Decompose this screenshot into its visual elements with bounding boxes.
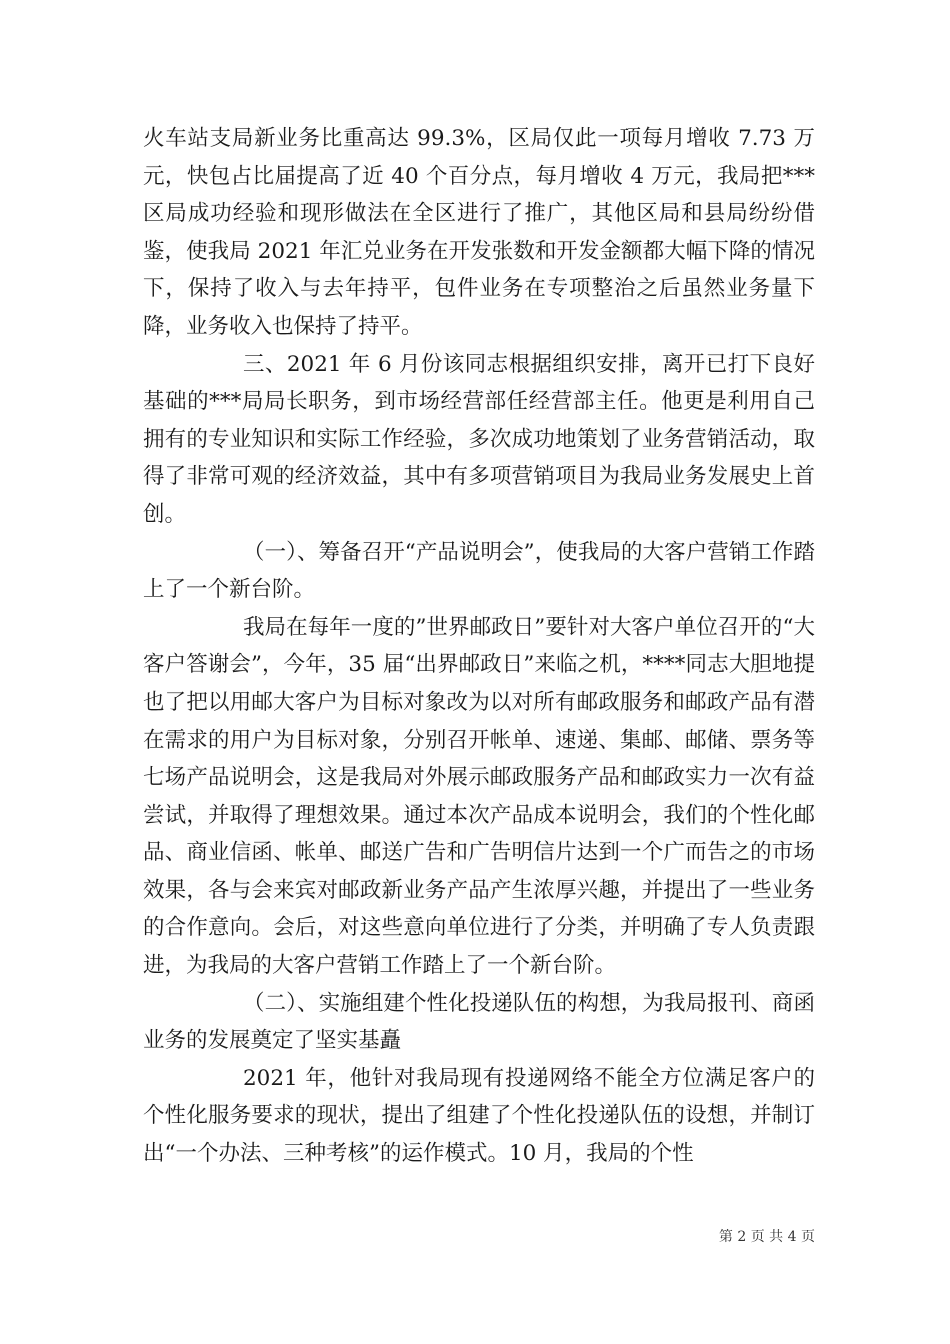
page-number: 第 2 页 共 4 页 — [718, 1229, 815, 1245]
paragraph-continuation: 火车站支局新业务比重高达 99.3%，区局仅此一项每月增收 7.73 万元，快包占比届提高了近 40 个百分点，每月增收 4 万元，我局把***区局成功经验和现形做法在全区进行了推广，其他区局和县局纷纷借鉴，使我局 2021 年汇兑业务在开发张数和开发金额都大幅下降的情况下，保持了收入与去年持平，包件业务在专项整治之后虽然业务量下降，业务收入也保持了持平。 — [143, 126, 815, 339]
paragraph-subheading-one: （一）、筹备召开“产品说明会”，使我局的大客户营销工作踏上了一个新台阶。 — [143, 539, 815, 603]
document-body — [143, 120, 815, 1173]
paragraph-delivery-team: 2021 年，他针对我局现有投递网络不能全方位满足客户的个性化服务要求的现状，提出了组建了个性化投递队伍的设想，并制订出“一个办法、三种考核”的运作模式。10 月，我局的个性 — [143, 1065, 815, 1167]
paragraph-product-briefing: 我局在每年一度的”世界邮政日”要针对大客户单位召开的“大客户答谢会”，今年，35 届“出界邮政日”来临之机，****同志大胆地提也了把以用邮大客户为目标对象改为以对所有邮政服务和邮政产品有潜在需求的用户为目标对象，分别召开帐单、速递、集邮、邮储、票务等七场产品说明会，这是我局对外展示邮政服务产品和邮政实力一次有益尝试，并取得了理想效果。通过本次产品成本说明会，我们的个性化邮品、商业信函、帐单、邮送广告和广告明信片达到一个广而告之的市场效果，各与会来宾对邮政新业务产品产生浓厚兴趣，并提出了一些业务的合作意向。会后，对这些意向单位进行了分类，并明确了专人负责跟进，为我局的大客户营销工作踏上了一个新台阶。 — [143, 614, 815, 979]
paragraph-subheading-two: （二）、实施组建个性化投递队伍的构想，为我局报刊、商函业务的发展奠定了坚实基矗 — [143, 990, 815, 1054]
paragraph-section-three: 三、2021 年 6 月份该同志根据组织安排，离开已打下良好基础的***局局长职务，到市场经营部任经营部主任。他更是利用自己拥有的专业知识和实际工作经验，多次成功地策划了业务营销活动，取得了非常可观的经济效益，其中有多项营销项目为我局业务发展史上首创。 — [143, 351, 815, 527]
